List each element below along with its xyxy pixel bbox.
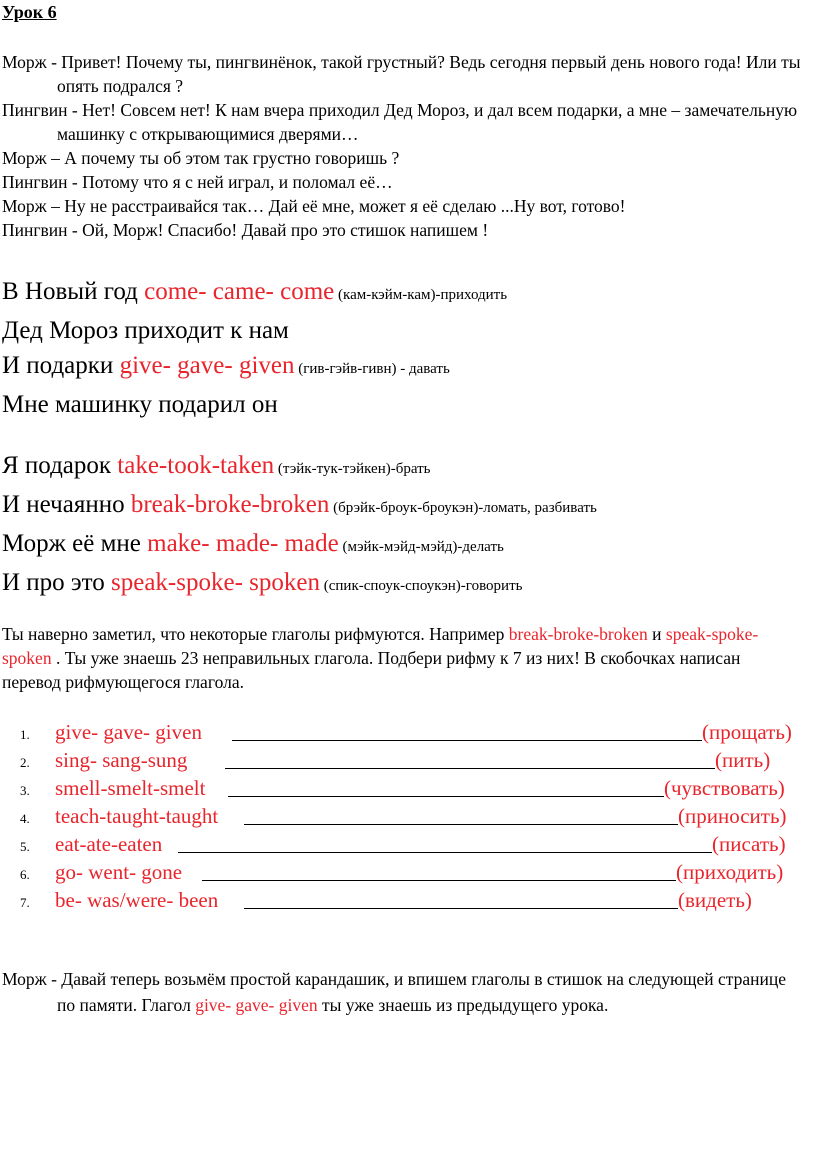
poem-verb: speak-spoke- spoken <box>111 569 320 596</box>
poem-verb: make- made- made <box>147 530 339 557</box>
poem-note: (спик-споук-споукэн)-говорить <box>320 578 523 594</box>
poem-text: Мне машинку подарил он <box>2 391 278 418</box>
exercise-item <box>20 802 810 830</box>
exercise-item <box>20 858 810 886</box>
dialog-line: Морж – А почему ты об этом так грустно говоришь ? <box>2 148 400 168</box>
item-number: 6. <box>20 867 30 882</box>
poem-text: Дед Мороз приходит к нам <box>2 317 289 344</box>
poem-stanza-1 <box>2 274 814 422</box>
exercise-list <box>20 718 810 914</box>
poem-line <box>2 387 814 422</box>
poem-verb: come- came- come <box>144 278 335 305</box>
dialog-line: Морж – Ну не расстраивайся так… Дай её мне, может я её сделаю ...Ну вот, готово! <box>2 196 626 216</box>
poem-line <box>2 313 814 348</box>
poem-line <box>2 487 814 526</box>
item-verbs: teach-taught-taught <box>55 804 219 828</box>
item-hint: (чувствовать) <box>664 776 785 800</box>
item-hint: (пить) <box>715 748 771 772</box>
poem-text: И подарки <box>2 352 120 379</box>
dialog-line: Пингвин - Потому что я с ней играл, и поломал её… <box>2 172 393 192</box>
final-verb: give- gave- given <box>195 995 318 1015</box>
answer-blank[interactable] <box>225 768 715 769</box>
poem-note: (кам-кэйм-кам)-приходить <box>334 287 508 303</box>
poem-text: И нечаянно <box>2 491 131 518</box>
poem-line <box>2 274 814 313</box>
item-hint: (прощать) <box>702 720 792 744</box>
poem-note: (брэйк-броук-броукэн)-ломать, разбивать <box>329 500 597 516</box>
poem-line <box>2 448 814 487</box>
final-part: ты уже знаешь из предыдущего урока. <box>317 995 609 1015</box>
poem-text: Морж её мне <box>2 530 148 557</box>
answer-blank[interactable] <box>178 852 712 853</box>
poem-text: Я подарок <box>2 452 118 479</box>
final-paragraph <box>2 966 802 1018</box>
exercise-item <box>20 718 810 746</box>
item-verbs: smell-smelt-smelt <box>55 776 206 800</box>
answer-blank[interactable] <box>202 880 676 881</box>
poem-text: В Новый год <box>2 278 145 305</box>
explanation-verb: break-broke-broken <box>508 624 648 644</box>
item-number: 4. <box>20 811 30 826</box>
dialog-line: Пингвин - Нет! Совсем нет! К нам вчера приходил Дед Мороз, и дал всем подарки, а мне – замечательную машинку с открывающимися дверями… <box>2 100 798 144</box>
poem-line <box>2 565 814 604</box>
item-number: 3. <box>20 783 30 798</box>
poem-verb: break-broke-broken <box>130 491 330 518</box>
item-verbs: be- was/were- been <box>55 888 219 912</box>
explanation-part: и <box>647 624 666 644</box>
answer-blank[interactable] <box>244 908 678 909</box>
item-number: 7. <box>20 895 30 910</box>
final-part: Морж - Давай теперь возьмём простой карандашик, и впишем глаголы в стишок на следующей странице по памяти. Глагол <box>2 969 787 1015</box>
item-hint: (приносить) <box>678 804 787 828</box>
lesson-title: Урок 6 <box>2 2 57 22</box>
poem-note: (тэйк-тук-тэйкен)-брать <box>274 461 431 477</box>
explanation-paragraph <box>2 622 802 694</box>
explanation-verb: speak-spoke- spoken <box>2 624 759 668</box>
exercise-item <box>20 830 810 858</box>
explanation-text <box>2 622 802 694</box>
item-number: 1. <box>20 727 30 742</box>
final-text <box>2 966 802 1018</box>
dialog-section <box>2 50 814 242</box>
item-hint: (писать) <box>712 832 786 856</box>
poem-text: И про это <box>2 569 112 596</box>
poem-note: (мэйк-мэйд-мэйд)-делать <box>338 539 504 555</box>
answer-blank[interactable] <box>228 796 664 797</box>
item-verbs: eat-ate-eaten <box>55 832 163 856</box>
poem-line <box>2 348 814 387</box>
answer-blank[interactable] <box>244 824 678 825</box>
poem-line <box>2 526 814 565</box>
item-verbs: give- gave- given <box>55 720 202 744</box>
item-hint: (приходить) <box>676 860 784 884</box>
exercise-item <box>20 746 810 774</box>
dialog-line: Пингвин - Ой, Морж! Спасибо! Давай про это стишок напишем ! <box>2 220 489 240</box>
item-number: 5. <box>20 839 30 854</box>
exercise-item <box>20 774 810 802</box>
exercise-item <box>20 886 810 914</box>
item-verbs: go- went- gone <box>55 860 183 884</box>
dialog-line: Морж - Привет! Почему ты, пингвинёнок, такой грустный? Ведь сегодня первый день нового года! Или ты опять подрался ? <box>2 52 801 96</box>
poem-stanza-2 <box>2 448 814 604</box>
explanation-part: Ты наверно заметил, что некоторые глаголы рифмуются. Например <box>2 624 509 644</box>
item-number: 2. <box>20 755 30 770</box>
poem-note: (гив-гэйв-гивн) - давать <box>294 361 450 377</box>
explanation-part: . Ты уже знаешь 23 неправильных глагола. Подбери рифму к 7 из них! В скобочках написан перевод рифмующегося глагола. <box>2 648 741 692</box>
poem-verb: take-took-taken <box>117 452 275 479</box>
item-hint: (видеть) <box>678 888 752 912</box>
answer-blank[interactable] <box>232 740 702 741</box>
poem-verb: give- gave- given <box>119 352 295 379</box>
item-verbs: sing- sang-sung <box>55 748 188 772</box>
